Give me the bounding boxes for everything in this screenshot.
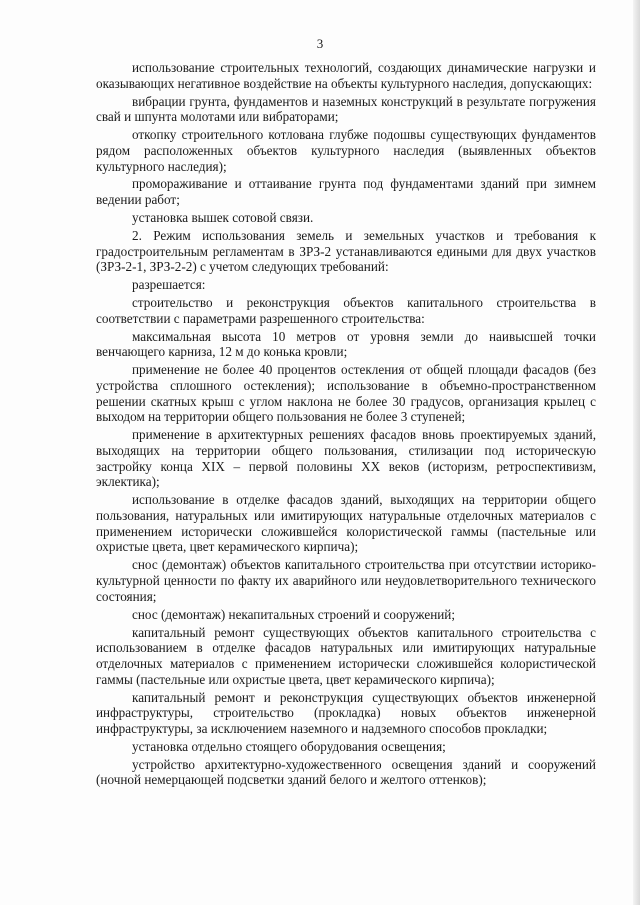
paragraph: снос (демонтаж) некапитальных строений и сооружений; [132,606,456,622]
paragraph: капитальный ремонт существующих объектов капитального строительства с использованием в отделке фасадов натуральных или имитирующих натуральные отделочных материалов с применением исторически сложившейся колористической гаммы (пастельные или охристые цвета, цвет керамического кирпича); [96,624,596,687]
paragraph: вибрации грунта, фундаментов и наземных конструкций в результате погружения свай и шпунта молотами или вибраторами; [96,93,596,125]
paragraph: установка отдельно стоящего оборудования освещения; [132,738,446,754]
paragraph: применение в архитектурных решениях фасадов вновь проектируемых зданий, выходящих на территории общего пользования, стилизации под историческую застройку конца XIX – первой половины XX веков (историзм, ретроспективизм, эклектика); [96,427,596,490]
paragraph: откопку строительного котлована глубже подошвы существующих фундаментов рядом расположенных объектов культурного наследия (выявленных объектов культурного наследия); [96,127,596,174]
paragraph: промораживание и оттаивание грунта под фундаментами зданий при зимнем ведении работ; [96,176,596,208]
page-number: 3 [316,36,324,51]
paragraph: устройство архитектурно-художественного освещения зданий и сооружений (ночной немерцающей подсветки зданий белого и желтого оттенков); [96,756,596,788]
page-edge-shadow [633,0,640,905]
paragraph: применение не более 40 процентов остекления от общей площади фасадов (без устройства сплошного остекления); использование в объемно-пространственном решении скатных крыш с углом наклона не более 30 градусов, организация крылец с выходом на территории общего пользования не более 3 ступеней; [96,362,596,425]
paragraph: установка вышек сотовой связи. [132,210,314,226]
paragraph: капитальный ремонт и реконструкция существующих объектов инженерной инфраструктуры, строительство (прокладка) новых объектов инженерной инфраструктуры, за исключением наземного и надземного способов прокладки; [96,689,596,736]
paragraph: использование строительных технологий, создающих динамические нагрузки и оказывающих негативное воздействие на объекты культурного наследия, допускающих: [96,60,596,91]
paragraph: 2. Режим использования земель и земельных участков и требования к градостроительным регламентам в ЗРЗ-2 устанавливаются едиными для двух участков (ЗРЗ-2-1, ЗРЗ-2-2) с учетом следующих требований: [96,227,596,275]
paragraph: разрешается: [132,277,206,293]
document-body [96,60,596,790]
paragraph: использование в отделке фасадов зданий, выходящих на территории общего пользования, натуральных или имитирующих натуральные отделочных материалов с применением исторически сложившейся колористической гаммы (пастельные или охристые цвета, цвет керамического кирпича); [96,492,596,555]
paragraph: снос (демонтаж) объектов капитального строительства при отсутствии историко-культурной ценности по факту их аварийного или неудовлетворительного технического состояния; [96,557,596,604]
paragraph: строительство и реконструкция объектов капитального строительства в соответствии с параметрами разрешенного строительства: [96,295,596,326]
paragraph: максимальная высота 10 метров от уровня земли до наивысшей точки венчающего карниза, 12 м до конька кровли; [96,328,596,360]
